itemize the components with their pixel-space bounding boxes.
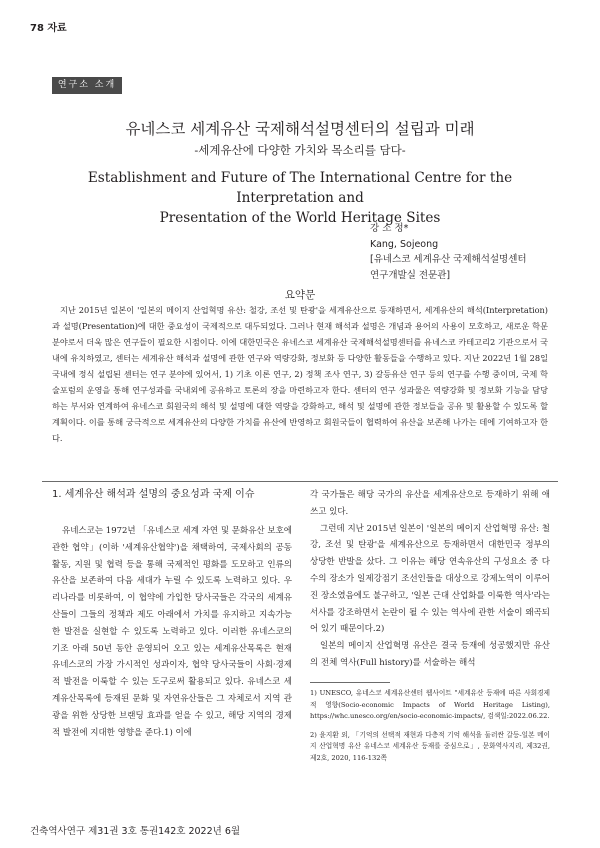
footnote-1: 1) UNESCO, 유네스코 세계유산센터 웹사이트 "세계유산 등재에 따른 사회경제적 영향(Socio-economic Impacts of World Heritage Listing), https://whc.unesco.org/en/socio-economic-impacts/, 검색일:2022.06.22. (310, 689, 550, 721)
section-badge: 연구소 소개 (52, 77, 122, 94)
page-number: 78 자료 (30, 23, 67, 34)
author-name-en: Kang, Sojeong (370, 238, 439, 250)
article-title-en (40, 168, 560, 228)
abstract-text: 지난 2015년 일본이 '일본의 메이지 산업혁명 유산: 철강, 조선 및 탄광'을 세계유산으로 등재하면서, 세계유산의 해석(Interpretation)과 설명(Presentation)에 대한 중요성이 국제적으로 대두되었다. 그러나 현재 해석과 설명은 개념과 용어의 사용이 모호하고, 새로운 학문 분야로서 더욱 많은 연구들이 필요한 시점이다. 이에 대한민국은 유네스코 세계유산 국제해석설명센터를 유네스코 카테고리2 기관으로서 국내에 유치하였고, 센터는 세계유산 해석과 설명에 관한 연구와 역량강화, 정보화 등 다양한 활동들을 수행하고 있다. 지난 2022년 1월 28일 국내에 정식 설립된 센터는 연구 분야에 있어서, 1) 기초 이론 연구, 2) 정책 조사 연구, 3) 갈등유산 연구 등의 연구를 수행 중이며, 국제 학술포럼의 운영을 통해 연구성과를 국내외에 공유하고 토론의 장을 마련하고자 한다. 센터의 연구 성과물은 역량강화 및 정보화 기능을 담당하는 부서와 연계하여 유네스코 회원국의 해석 및 설명에 대한 역량을 강화하고, 해석 및 설명에 관한 정보들을 공유 및 활용할 수 있도록 할 계획이다. 이를 통해 궁극적으로 세계유산의 다양한 가치를 유산에 반영하고 회원국들이 협력하여 유산을 보존해 나가는 데에 기여하고자 한다. (52, 305, 548, 443)
footnote-2: 2) 윤지환 외, 「기억의 선택적 재현과 다층적 기억 해석을 둘러싼 갈등-일본 메이지 산업혁명 유산 유네스코 세계유산 등재를 중심으로」, 문화역사지리, 제32권, 제2호, 2020, 116-132쪽 (310, 730, 550, 762)
left-column (52, 487, 292, 741)
footnotes (310, 688, 550, 772)
right-column (310, 487, 550, 672)
author-affiliation-line-2: 연구개발실 전문관] (370, 269, 451, 281)
section-1-paragraph-4: 일본의 메이지 산업혁명 유산은 결국 등재에 성공했지만 유산의 전체 역사(Full history)를 서술하는 해석 (310, 641, 550, 668)
abstract-divider (42, 481, 558, 482)
journal-footer: 건축역사연구 제31권 3호 통권142호 2022년 6월 (30, 826, 241, 837)
section-1-heading: 1. 세계유산 해석과 설명의 중요성과 국제 이슈 (52, 489, 255, 500)
footnote-divider (310, 682, 390, 683)
author-affiliation-line-1: [유네스코 세계유산 국제해석설명센터 (370, 254, 527, 265)
author-block (370, 221, 527, 283)
article-title-en-line-2: Presentation of the World Heritage Sites (159, 210, 441, 226)
article-subtitle-ko: -세계유산에 다양한 가치와 목소리를 담다- (194, 143, 406, 157)
abstract-heading: 요약문 (284, 289, 316, 301)
section-1-paragraph-1: 유네스코는 1972년 「유네스코 세계 자연 및 문화유산 보호에 관한 협약」(이하 '세계유산협약')을 채택하여, 국제사회의 공동 활동, 지원 및 협력 등을 통해 국제적인 평화를 도모하고 인류의 유산을 보존하여 다음 세대가 누릴 수 있도록 노력하고 있다. 우리나라를 비롯하여, 이 협약에 가입한 당사국들은 각국의 세계유산들이 그들의 정책과 제도 아래에서 가치를 유지하고 지속가능한 발전을 실현할 수 있도록 노력하고 있다. 이러한 유네스코의 기조 아래 50년 동안 운영되어 오고 있는 세계유산목록은 현재 유네스코의 가장 가시적인 성과이자, 협약 당사국들이 사회·경제적 발전을 이룩할 수 있는 도구로써 활용되고 있다. 유네스코 세계유산목록에 등재된 문화 및 자연유산들은 그 자체로서 지역 관광을 위한 상당한 브랜딩 효과를 얻을 수 있고, 해당 지역의 경제적 발전에 지대한 영향을 준다.1) 이에 (52, 526, 292, 738)
article-title-en-line-1: Establishment and Future of The International Centre for the Interpretation and (87, 170, 513, 206)
article-title-ko: 유네스코 세계유산 국제해석설명센터의 설립과 미래 (125, 120, 475, 138)
section-1-paragraph-2: 각 국가들은 해당 국가의 유산을 세계유산으로 등재하기 위해 애쓰고 있다. (310, 490, 550, 517)
section-1-paragraph-3: 그런데 지난 2015년 일본이 '일본의 메이지 산업혁명 유산: 철강, 조선 및 탄광'을 세계유산으로 등재하면서 대한민국 정부의 상당한 반발을 샀다. 그 이유는 해당 연속유산의 구성요소 중 다수의 장소가 일제강점기 조선인들을 대상으로 강제노역이 이루어진 장소였음에도 불구하고, '일본 근대 산업화를 이룩한 역사'라는 서사를 강조하면서 논란이 될 수 있는 역사에 관한 서술이 왜곡되어 있기 때문이다.2) (310, 523, 550, 635)
author-name-ko: 강 소 정* (370, 223, 409, 234)
